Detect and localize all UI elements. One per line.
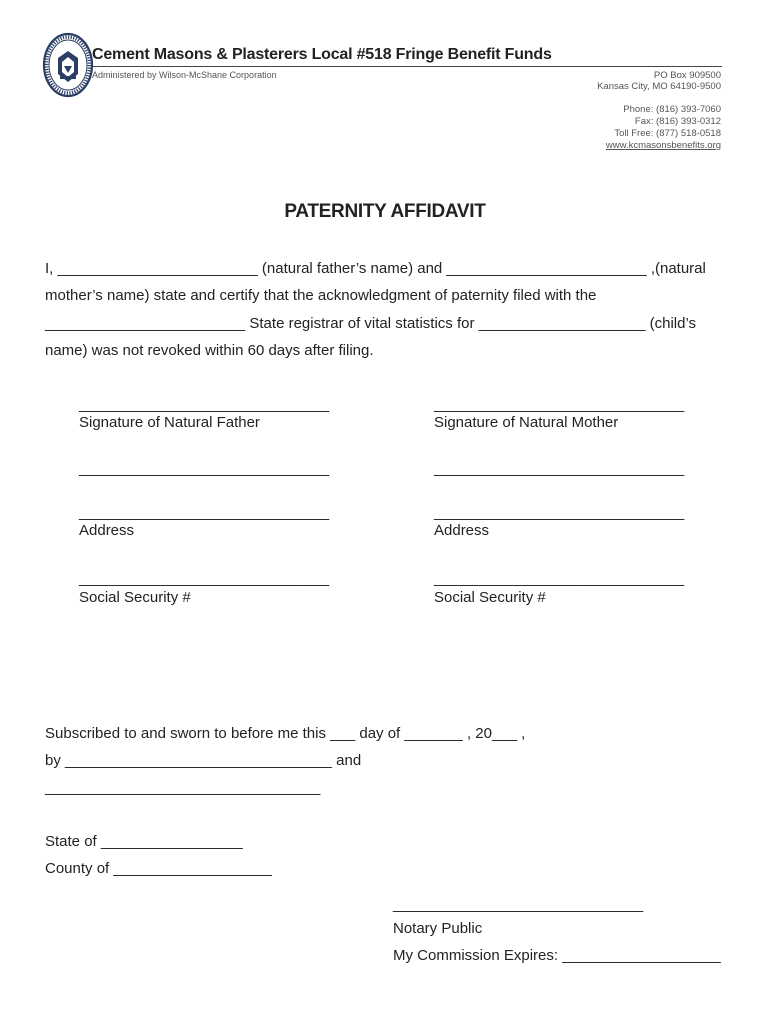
notary-public-label: Notary Public [393, 920, 483, 937]
mother-address-line: ______________________________ [434, 504, 685, 521]
organization-name: Cement Masons & Plasterers Local #518 Fringe Benefit Funds [92, 46, 552, 63]
mother-extra-line: ______________________________ [434, 460, 685, 477]
statement-line: I, ________________________ (natural father’s name) and ________________________ ,(natural [45, 260, 706, 277]
document-title: PATERNITY AFFIDAVIT [284, 201, 486, 222]
mother-signature-label: Signature of Natural Mother [434, 414, 619, 431]
father-ssn-line: ______________________________ [79, 570, 330, 587]
toll-free-number: Toll Free: (877) 518-0518 [614, 128, 721, 139]
statement-line: ________________________ State registrar of vital statistics for ____________________ (child’s [45, 315, 697, 332]
county-line: County of ___________________ [45, 860, 272, 877]
father-address-line: ______________________________ [79, 504, 330, 521]
father-extra-line: ______________________________ [79, 460, 330, 477]
father-ssn-label: Social Security # [79, 589, 191, 606]
statement-line: name) was not revoked within 60 days after filing. [45, 342, 374, 359]
administered-by: Administered by Wilson-McShane Corporation [92, 70, 277, 80]
mother-signature-line: ______________________________ [434, 396, 685, 413]
statement-line: mother’s name) state and certify that the acknowledgment of paternity filed with the [45, 287, 597, 304]
father-address-label: Address [79, 522, 135, 539]
state-line: State of _________________ [45, 833, 243, 850]
website-link[interactable]: www.kcmasonsbenefits.org [605, 140, 721, 151]
sworn-statement: Subscribed to and sworn to before me this ___ day of _______ , 20___ , [45, 725, 526, 742]
mother-ssn-label: Social Security # [434, 589, 546, 606]
header-divider [92, 66, 722, 67]
sworn-by-line: by ________________________________ and [45, 752, 362, 769]
second-party-line: _________________________________ [45, 779, 321, 796]
mother-address-label: Address [434, 522, 490, 539]
father-signature-label: Signature of Natural Father [79, 414, 260, 431]
address-line2: Kansas City, MO 64190-9500 [597, 81, 721, 92]
address-line1: PO Box 909500 [653, 70, 721, 81]
commission-expires-line: My Commission Expires: ___________________ [393, 947, 721, 964]
phone-number: Phone: (816) 393-7060 [623, 104, 721, 115]
fax-number: Fax: (816) 393-0312 [634, 116, 721, 127]
mother-ssn-line: ______________________________ [434, 570, 685, 587]
union-seal-logo [42, 32, 94, 98]
father-signature-line: ______________________________ [79, 396, 330, 413]
notary-signature-line: ______________________________ [393, 896, 644, 913]
